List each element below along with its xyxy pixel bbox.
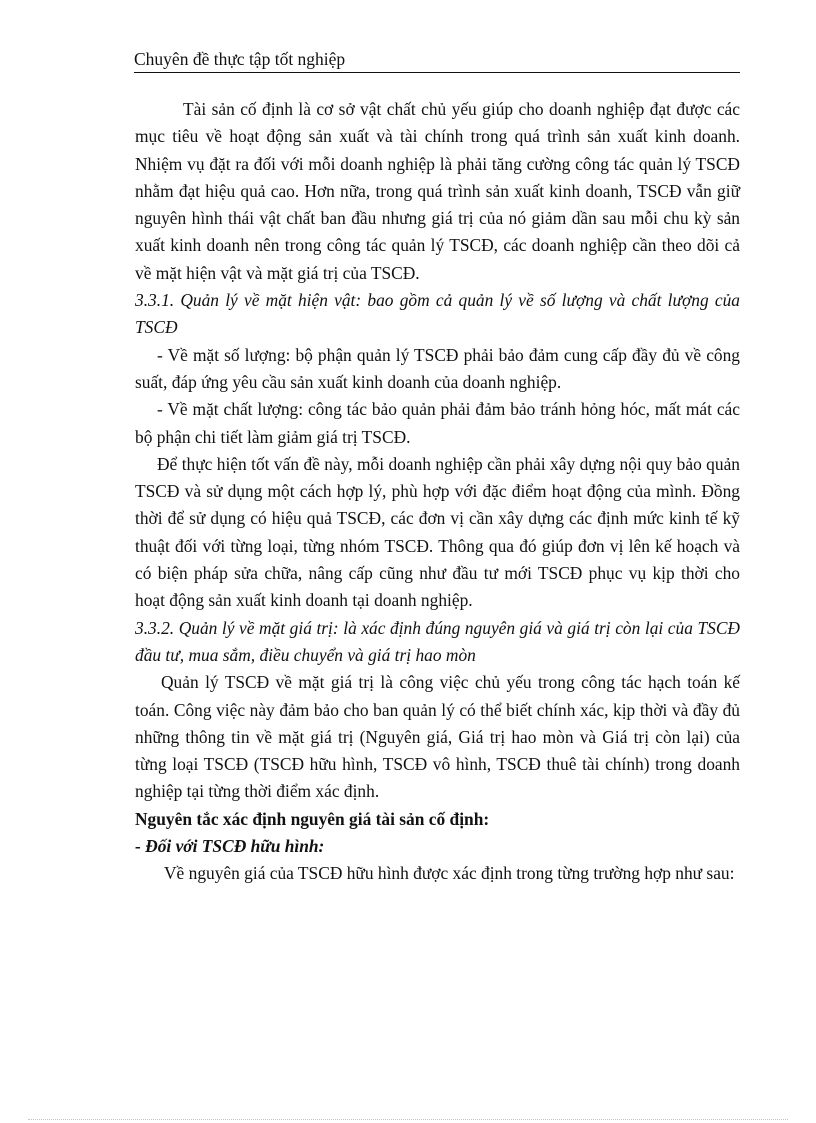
page-header: Chuyên đề thực tập tốt nghiệp: [134, 48, 740, 73]
section-heading-3-3-1: 3.3.1. Quản lý về mặt hiện vật: bao gồm cả quản lý về số lượng và chất lượng của TSCĐ: [135, 290, 740, 338]
bullet-quantity: - Về mặt số lượng: bộ phận quản lý TSCĐ phải bảo đảm cung cấp đầy đủ về công suất, đáp ứng yêu cầu sản xuất kinh doanh của doanh nghiệp.: [135, 344, 740, 392]
subheading-tangible-assets: - Đối với TSCĐ hữu hình:: [135, 836, 325, 857]
bullet-quality: - Về mặt chất lượng: công tác bảo quản phải đảm bảo tránh hỏng hóc, mất mát các bộ phận chi tiết làm giảm giá trị TSCĐ.: [135, 399, 740, 447]
section-heading-3-3-2: 3.3.2. Quản lý về mặt giá trị: là xác định đúng nguyên giá và giá trị còn lại của TSCĐ đầu tư, mua sắm, điều chuyển và giá trị hao mòn: [135, 617, 740, 665]
paragraph-original-cost: Về nguyên giá của TSCĐ hữu hình được xác định trong từng trường hợp như sau:: [164, 863, 735, 884]
paragraph-value-management: Quản lý TSCĐ về mặt giá trị là công việc chủ yếu trong công tác hạch toán kế toán. Công việc này đảm bảo cho ban quản lý có thể biết chính xác, kịp thời và đầy đủ những thông tin về mặt giá trị (Nguyên giá, Giá trị hao mòn và Giá trị còn lại) của từng loại TSCĐ (TSCĐ hữu hình, TSCĐ vô hình, TSCĐ thuê tài chính) trong doanh nghiệp tại từng thời điểm xác định.: [135, 672, 740, 802]
footer-dotted-line: [28, 1119, 788, 1120]
document-body: [135, 96, 740, 888]
paragraph-implementation: Để thực hiện tốt vấn đề này, mỗi doanh nghiệp cần phải xây dựng nội quy bảo quản TSCĐ và sử dụng một cách hợp lý, phù hợp với đặc điểm hoạt động của mình. Đồng thời để sử dụng có hiệu quả TSCĐ, các đơn vị cần xây dựng các định mức kinh tế kỹ thuật đối với từng loại, từng nhóm TSCĐ. Thông qua đó giúp đơn vị lên kế hoạch và có biện pháp sửa chữa, nâng cấp cũng như đầu tư mới TSCĐ phục vụ kịp thời cho hoạt động sản xuất kinh doanh tại doanh nghiệp.: [135, 453, 740, 611]
bold-heading-principles: Nguyên tắc xác định nguyên giá tài sản cố định:: [135, 808, 490, 829]
paragraph-intro: Tài sản cố định là cơ sở vật chất chủ yếu giúp cho doanh nghiệp đạt được các mục tiêu về hoạt động sản xuất và tài chính trong quá trình sản xuất kinh doanh. Nhiệm vụ đặt ra đối với mỗi doanh nghiệp là phải tăng cường công tác quản lý TSCĐ nhằm đạt hiệu quả cao. Hơn nữa, trong quá trình sản xuất kinh doanh, TSCĐ vẫn giữ nguyên hình thái vật chất ban đầu nhưng giá trị của nó giảm dần sau mỗi chu kỳ sản xuất kinh doanh nên trong công tác quản lý TSCĐ, các doanh nghiệp cần theo dõi cả về mặt hiện vật và mặt giá trị của TSCĐ.: [135, 99, 740, 283]
